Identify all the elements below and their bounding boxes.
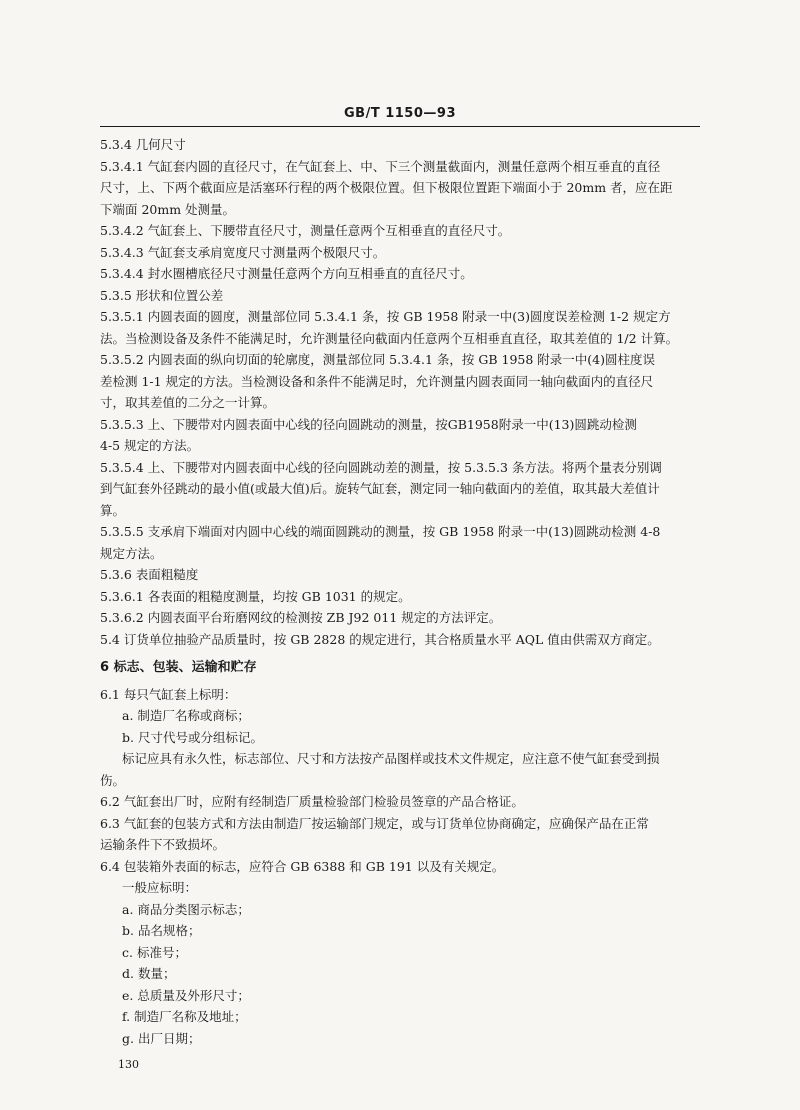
heading-5-3-6: 5.3.6 表面粗糙度 (100, 567, 199, 582)
paragraph-line: 5.3.5.4 上、下腰带对内圆表面中心线的径向圆跳动差的测量，按 5.3.5.3 条方法。将两个量表分别调 (100, 459, 662, 475)
paragraph-line: 6.1 每只气缸套上标明： (100, 686, 237, 702)
paragraph-line: 4-5 规定的方法。 (100, 438, 200, 453)
list-item: d. 数量； (122, 966, 176, 981)
heading-5-3-5: 5.3.5 形状和位置公差 (100, 287, 224, 303)
paragraph-line: 寸，取其差值的二分之一计算。 (100, 395, 276, 410)
list-item: b. 品名规格； (122, 923, 201, 938)
paragraph-line: 到气缸套外径跳动的最小值(或最大值)后。旋转气缸套，测定同一轴向截面内的差值，取其最大差值计 (100, 481, 660, 496)
list-item: c. 标准号； (122, 944, 187, 960)
list-item: e. 总质量及外形尺寸； (122, 987, 250, 1003)
paragraph-line: 5.3.5.2 内圆表面的纵向切面的轮廓度，测量部位同 5.3.4.1 条，按 GB 1958 附录一中(4)圆柱度误 (100, 352, 655, 367)
paragraph-line: 差检测 1-1 规定的方法。当检测设备和条件不能满足时，允许测量内圆表面同一轴向截面内的直径尺 (100, 373, 654, 389)
document-body (100, 134, 710, 1049)
paragraph-line: 法。当检测设备及条件不能满足时，允许测量径向截面内任意两个互相垂直直径，取其差值的 1/2 计算。 (100, 330, 679, 346)
paragraph-line: 伤。 (100, 772, 126, 788)
paragraph-line: 6.4 包装箱外表面的标志，应符合 GB 6388 和 GB 191 以及有关规定。 (100, 858, 505, 874)
paragraph-line: 5.3.6.1 各表面的粗糙度测量，均按 GB 1031 的规定。 (100, 588, 411, 604)
paragraph-line: 标记应具有永久性，标志部位、尺寸和方法按产品图样或技术文件规定，应注意不使气缸套受到损 (122, 751, 660, 766)
paragraph-line: 5.3.5.3 上、下腰带对内圆表面中心线的径向圆跳动的测量，按GB1958附录一中(13)圆跳动检测 (100, 416, 637, 432)
paragraph-line: 5.3.4.4 封水圈槽底径尺寸测量任意两个方向互相垂直的直径尺寸。 (100, 266, 473, 281)
paragraph-line: 6.2 气缸套出厂时，应附有经制造厂质量检验部门检验员签章的产品合格证。 (100, 794, 524, 809)
header-rule (100, 126, 700, 127)
list-item: a. 商品分类图示标志； (122, 901, 250, 917)
paragraph-line: 尺寸，上、下两个截面应是活塞环行程的两个极限位置。但下极限位置距下端面小于 20mm 者，应在距 (100, 180, 673, 195)
paragraph-line: 5.4 订货单位抽验产品质量时，按 GB 2828 的规定进行，其合格质量水平 AQL 值由供需双方商定。 (100, 631, 660, 647)
paragraph-line: 算。 (100, 502, 126, 518)
paragraph-line: 5.3.4.3 气缸套支承肩宽度尺寸测量两个极限尺寸。 (100, 244, 386, 260)
paragraph-line: 6.3 气缸套的包装方式和方法由制造厂按运输部门规定，或与订货单位协商确定，应确保产品在正常 (100, 815, 649, 831)
list-item: g. 出厂日期； (122, 1030, 201, 1046)
document-number-header: GB/T 1150—93 (344, 106, 456, 121)
section-6-heading: 6 标志、包装、运输和贮存 (100, 660, 257, 675)
paragraph-line: 5.3.6.2 内圆表面平台珩磨网纹的检测按 ZB J92 011 规定的方法评定。 (100, 610, 502, 625)
paragraph-line: 5.3.5.1 内圆表面的圆度，测量部位同 5.3.4.1 条，按 GB 1958 附录一中(3)圆度误差检测 1-2 规定方 (100, 309, 671, 324)
list-item: b. 尺寸代号或分组标记。 (122, 729, 263, 745)
page-number: 130 (118, 1058, 139, 1071)
paragraph-line: 5.3.4.2 气缸套上、下腰带直径尺寸，测量任意两个互相垂直的直径尺寸。 (100, 223, 511, 238)
paragraph-line: 5.3.4.1 气缸套内圆的直径尺寸，在气缸套上、中、下三个测量截面内，测量任意两个相互垂直的直径 (100, 158, 661, 174)
paragraph-line: 5.3.5.5 支承肩下端面对内圆中心线的端面圆跳动的测量，按 GB 1958 附录一中(13)圆跳动检测 4-8 (100, 524, 661, 539)
list-item: a. 制造厂名称或商标； (122, 708, 250, 723)
paragraph-line: 运输条件下不致损坏。 (100, 837, 226, 852)
paragraph-line: 下端面 20mm 处测量。 (100, 201, 236, 217)
paragraph-line: 一般应标明： (122, 880, 198, 895)
list-item: f. 制造厂名称及地址； (122, 1009, 247, 1024)
heading-5-3-4: 5.3.4 几何尺寸 (100, 137, 186, 152)
paragraph-line: 规定方法。 (100, 545, 163, 561)
